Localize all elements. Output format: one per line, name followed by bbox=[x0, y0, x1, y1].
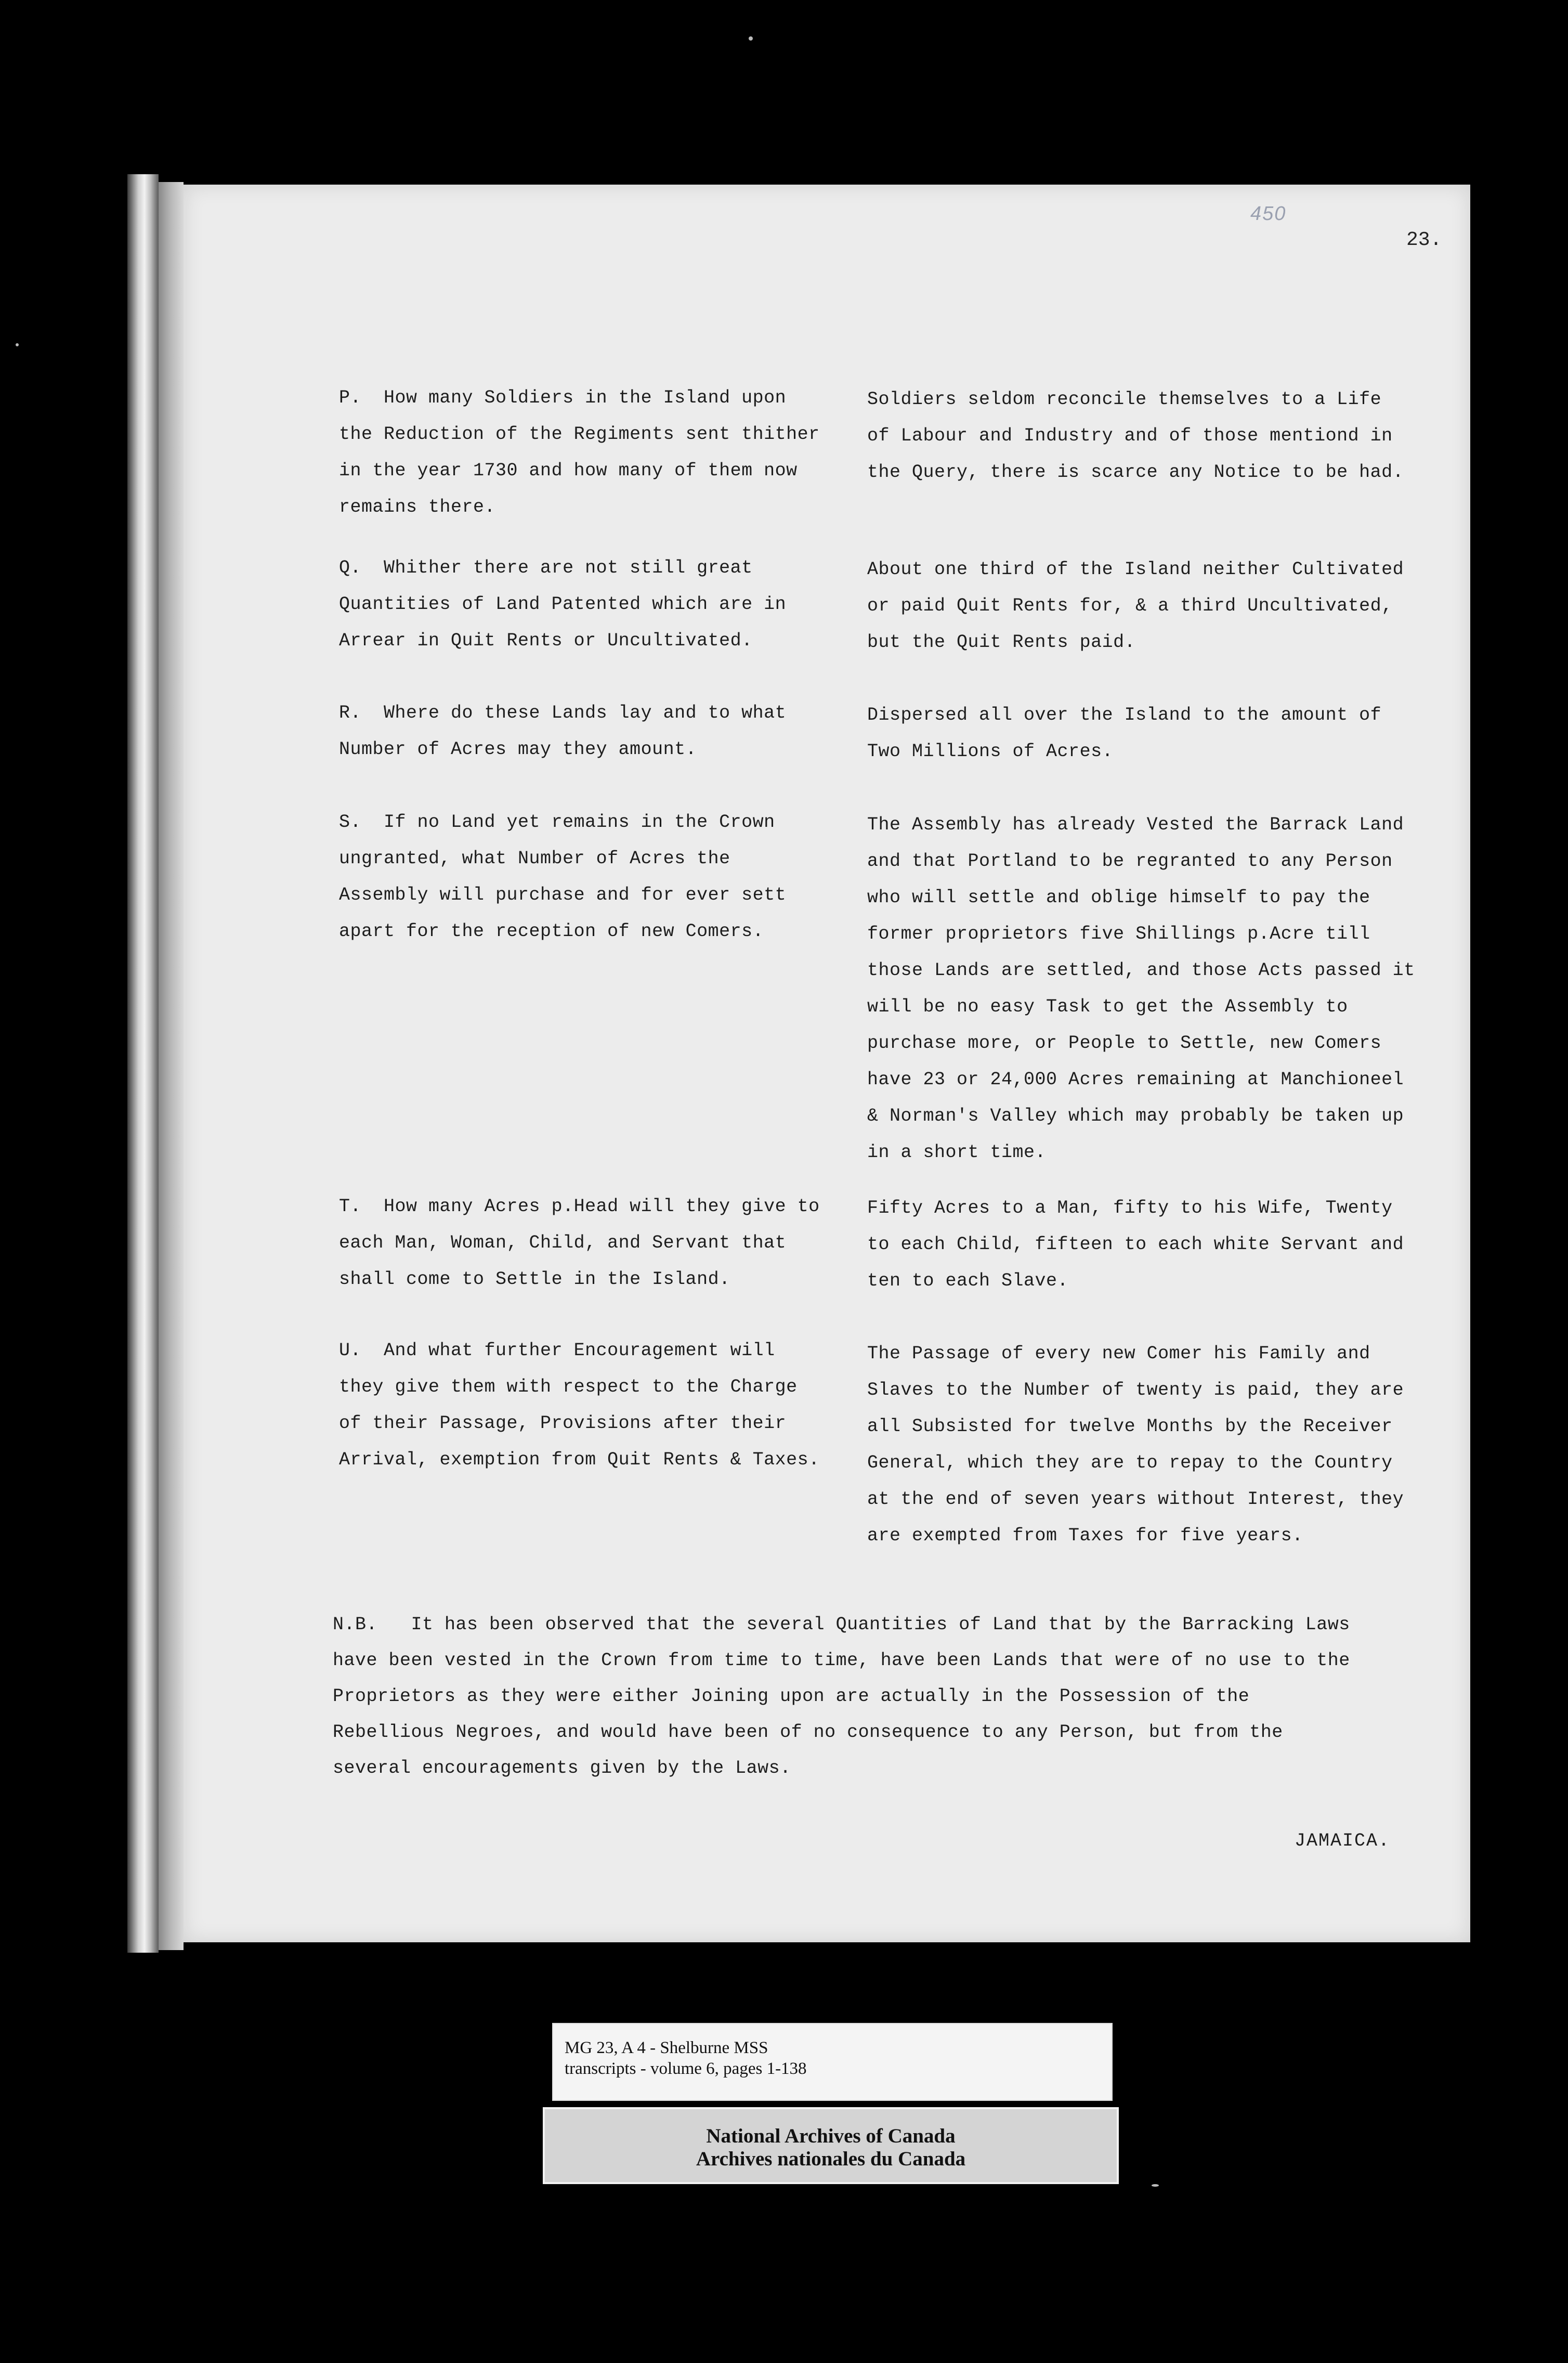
handwritten-folio-number: 450 bbox=[1250, 203, 1287, 225]
binder-edge bbox=[127, 174, 159, 1953]
answer-q: About one third of the Island neither Cultivated or paid Quit Rents for, & a third Uncultivated, but the Quit Rents paid. bbox=[867, 559, 1404, 653]
reference-label-line1: MG 23, A 4 - Shelburne MSS bbox=[565, 2039, 768, 2057]
question-s: S. If no Land yet remains in the Crown ungranted, what Number of Acres the Assembly will purchase and for ever sett apart for the reception of new Comers. bbox=[339, 812, 787, 942]
question-u: U. And what further Encouragement will they give them with respect to the Charge of their Passage, Provisions after their Arrival, exemption from Quit Rents & Taxes. bbox=[339, 1340, 820, 1470]
film-speck bbox=[749, 36, 753, 41]
question-t: T. How many Acres p.Head will they give to each Man, Woman, Child, and Servant that shall come to Settle in the Island. bbox=[339, 1196, 820, 1290]
answer-t: Fifty Acres to a Man, fifty to his Wife, Twenty to each Child, fifteen to each white Servant and ten to each Slave. bbox=[867, 1198, 1404, 1291]
archives-label bbox=[543, 2107, 1119, 2184]
reference-label bbox=[552, 2023, 1113, 2101]
closing-place-name: JAMAICA. bbox=[1295, 1830, 1391, 1851]
film-speck bbox=[16, 343, 19, 346]
archives-label-english: National Archives of Canada bbox=[706, 2125, 956, 2147]
question-q: Q. Whither there are not still great Quantities of Land Patented which are in Arrear in Quit Rents or Uncultivated. bbox=[339, 557, 787, 651]
film-speck bbox=[1152, 2184, 1159, 2187]
nota-bene-paragraph: N.B. It has been observed that the several Quantities of Land that by the Barracking Laws have been vested in the Crown from time to time, have been Lands that were of no use to the Proprietors as they were either Joining upon are actually in the Possession of the Rebellious Negroes, and would have been of no consequence to any Person, but from the several encouragements given by the Laws. bbox=[333, 1614, 1350, 1778]
answer-s: The Assembly has already Vested the Barrack Land and that Portland to be regranted to any Person who will settle and oblige himself to pay the former proprietors five Shillings p.Acre till those Lands are settled, and those Acts passed it will be no easy Task to get the Assembly to purchase more, or People to Settle, new Comers have 23 or 24,000 Acres remaining at Manchioneel & Norman's Valley which may probably be taken up in a short time. bbox=[867, 814, 1415, 1163]
question-p: P. How many Soldiers in the Island upon the Reduction of the Regiments sent thither in the year 1730 and how many of them now remains there. bbox=[339, 387, 820, 517]
page-number: 23. bbox=[1406, 229, 1442, 251]
answer-r: Dispersed all over the Island to the amount of Two Millions of Acres. bbox=[867, 705, 1382, 762]
binder-shadow bbox=[159, 182, 184, 1950]
question-r: R. Where do these Lands lay and to what Number of Acres may they amount. bbox=[339, 703, 787, 760]
archives-label-french: Archives nationales du Canada bbox=[696, 2148, 966, 2170]
reference-label-line2: transcripts - volume 6, pages 1-138 bbox=[565, 2059, 807, 2078]
answer-u: The Passage of every new Comer his Family and Slaves to the Number of twenty is paid, they are all Subsisted for twelve Months by the Receiver General, which they are to repay to the Country at the end of seven years without Interest, they are exempted from Taxes for five years. bbox=[867, 1343, 1404, 1546]
answer-p: Soldiers seldom reconcile themselves to a Life of Labour and Industry and of those mentiond in the Query, there is scarce any Notice to be had. bbox=[867, 389, 1404, 483]
